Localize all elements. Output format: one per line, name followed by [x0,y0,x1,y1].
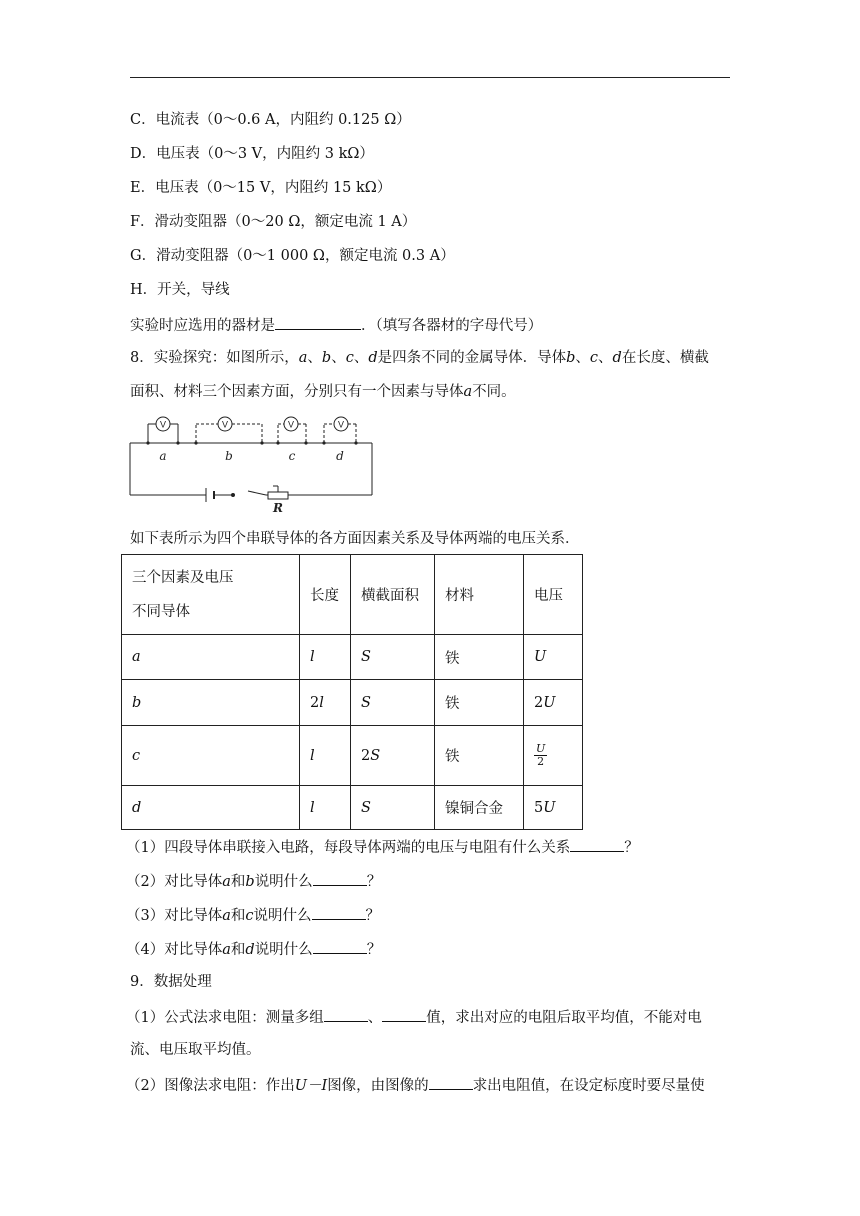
q8-sub4: （4）对比导体a和d说明什么 ？ [126,938,381,960]
answer-blank[interactable] [275,314,361,330]
table-row: c l 2S 铁 $\frac{U}{2}$ [122,726,583,786]
table-row: b 2l S 铁 2U [122,680,583,726]
answer-blank[interactable] [313,938,367,954]
q9-p1-cont: 流、电压取平均值。 [130,1042,261,1058]
circuit-diagram [128,410,378,516]
circuit-label-c: c [288,449,296,463]
answer-blank[interactable] [570,836,624,852]
equipment-selection: 实验时应选用的器材是 ．（填写各器材的字母代号） [130,314,542,336]
col-length: 长度 [300,555,351,635]
svg-text:V: V [337,419,345,430]
table-header-row [122,555,583,635]
option-g: G．滑动变阻器（0～1 000 Ω，额定电流 0.3 A） [130,248,455,264]
answer-blank[interactable] [429,1074,473,1090]
svg-text:V: V [159,419,167,430]
svg-text:V: V [287,419,295,430]
col-material: 材料 [435,555,524,635]
conductor-table [121,554,583,830]
q8-line2: 面积、材料三个因素方面，分别只有一个因素与导体a不同。 [130,384,516,400]
option-f: F．滑动变阻器（0～20 Ω，额定电流 1 A） [130,214,417,230]
q8-sub3: （3）对比导体a和c说明什么 ？ [126,904,380,926]
circuit-label-a: a [159,449,167,463]
option-h: H．开关，导线 [130,282,230,298]
table-row: a l S 铁 U [122,635,583,680]
svg-text:V: V [221,419,229,430]
q9-title: 9．数据处理 [130,974,212,990]
answer-blank[interactable] [324,1006,368,1022]
circuit-label-b: b [225,449,233,463]
table-intro: 如下表所示为四个串联导体的各方面因素关系及导体两端的电压关系． [130,531,580,547]
q9-p2: （2）图像法求电阻：作出U－I图像，由图像的 求出电阻值，在设定标度时要尽量使 [126,1074,705,1096]
circuit-label-r: R [273,501,283,515]
option-c: C．电流表（0～0.6 A，内阻约 0.125 Ω） [130,112,411,128]
answer-blank[interactable] [382,1006,426,1022]
answer-blank[interactable] [313,870,367,886]
answer-blank[interactable] [312,904,366,920]
option-d: D．电压表（0～3 V，内阻约 3 kΩ） [130,146,374,162]
table-row: d l S 镍铜合金 5U [122,786,583,830]
q9-p1: （1）公式法求电阻：测量多组 、 值，求出对应的电阻后取平均值，不能对电 [126,1006,702,1028]
header-rule [130,77,730,78]
option-e: E．电压表（0～15 V，内阻约 15 kΩ） [130,180,392,196]
table-header-corner: 三个因素及电压 不同导体 [122,555,300,635]
q8-line1: 8．实验探究：如图所示，a、b、c、d是四条不同的金属导体．导体b、c、d在长度、横截 [130,350,709,366]
col-area: 横截面积 [351,555,435,635]
circuit-label-d: d [336,449,344,463]
voltage-fraction: $\frac{U}{2}$ [536,742,546,768]
q8-sub1: （1）四段导体串联接入电路，每段导体两端的电压与电阻有什么关系 ？ [126,836,639,858]
col-voltage: 电压 [524,555,583,635]
q8-sub2: （2）对比导体a和b说明什么 ？ [126,870,381,892]
